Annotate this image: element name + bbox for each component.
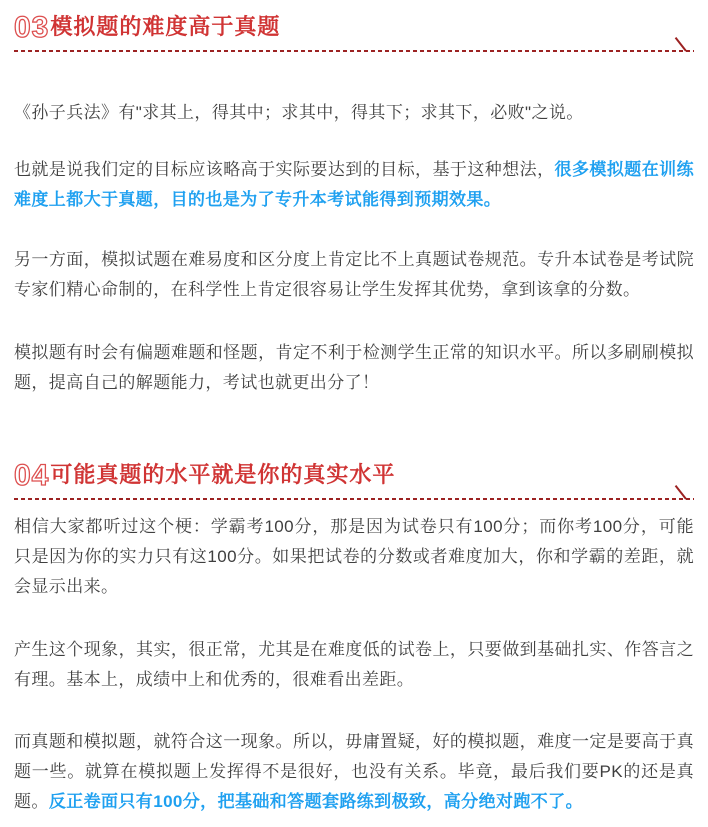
section-title: 可能真题的水平就是你的真实水平	[50, 462, 396, 487]
text-segment: 模拟题有时会有偏题难题和怪题，肯定不利于检测学生正常的知识水平。所以多刷刷模拟题，提高自己的解题能力，考试也就更出分了！	[14, 343, 694, 392]
paragraph	[14, 512, 694, 602]
text-segment: 另一方面，模拟试题在难易度和区分度上肯定比不上真题试卷规范。专升本试卷是考试院专家们精心命制的，在科学性上肯定很容易让学生发挥其优势，拿到该拿的分数。	[14, 250, 694, 299]
paragraph	[14, 245, 694, 305]
section-title: 模拟题的难度高于真题	[50, 14, 281, 39]
highlight-segment: 很多模拟题在训练难度上都大于真题，目的也是为了专升本考试能得到预期效果。	[14, 160, 695, 209]
paragraph	[14, 635, 694, 695]
section-03	[14, 10, 694, 398]
heading-dashed-underline	[14, 50, 694, 52]
section-04	[14, 458, 694, 817]
highlight-segment: 反正卷面只有100分，把基础和答题套路练到极致，高分绝对跑不了。	[48, 792, 583, 811]
paragraph	[14, 155, 694, 215]
section-number: 04	[14, 459, 50, 492]
paragraph	[14, 98, 694, 128]
section-03-heading	[14, 10, 694, 52]
text-segment: 《孙子兵法》有"求其上，得其中；求其中，得其下；求其下，必败"之说。	[14, 103, 584, 122]
text-segment: 而真题和模拟题，就符合这一现象。所以，毋庸置疑，好的模拟题，难度一定是要高于真题一些。就算在模拟题上发挥得不是很好，也没有关系。毕竟，最后我们要PK的还是真题。	[14, 732, 694, 811]
text-segment: 相信大家都听过这个梗：学霸考100分，那是因为试卷只有100分；而你考100分，可能只是因为你的实力只有这100分。如果把试卷的分数或者难度加大，你和学霸的差距，就会显示出来。	[14, 517, 694, 596]
text-segment: 也就是说我们定的目标应该略高于实际要达到的目标，基于这种想法，	[14, 160, 555, 179]
paragraph	[14, 338, 694, 398]
paragraph	[14, 727, 694, 817]
section-number: 03	[14, 11, 50, 44]
section-04-heading	[14, 458, 694, 500]
heading-dashed-underline	[14, 498, 694, 500]
text-segment: 产生这个现象，其实，很正常，尤其是在难度低的试卷上，只要做到基础扎实、作答言之有理。基本上，成绩中上和优秀的，很难看出差距。	[14, 640, 694, 689]
